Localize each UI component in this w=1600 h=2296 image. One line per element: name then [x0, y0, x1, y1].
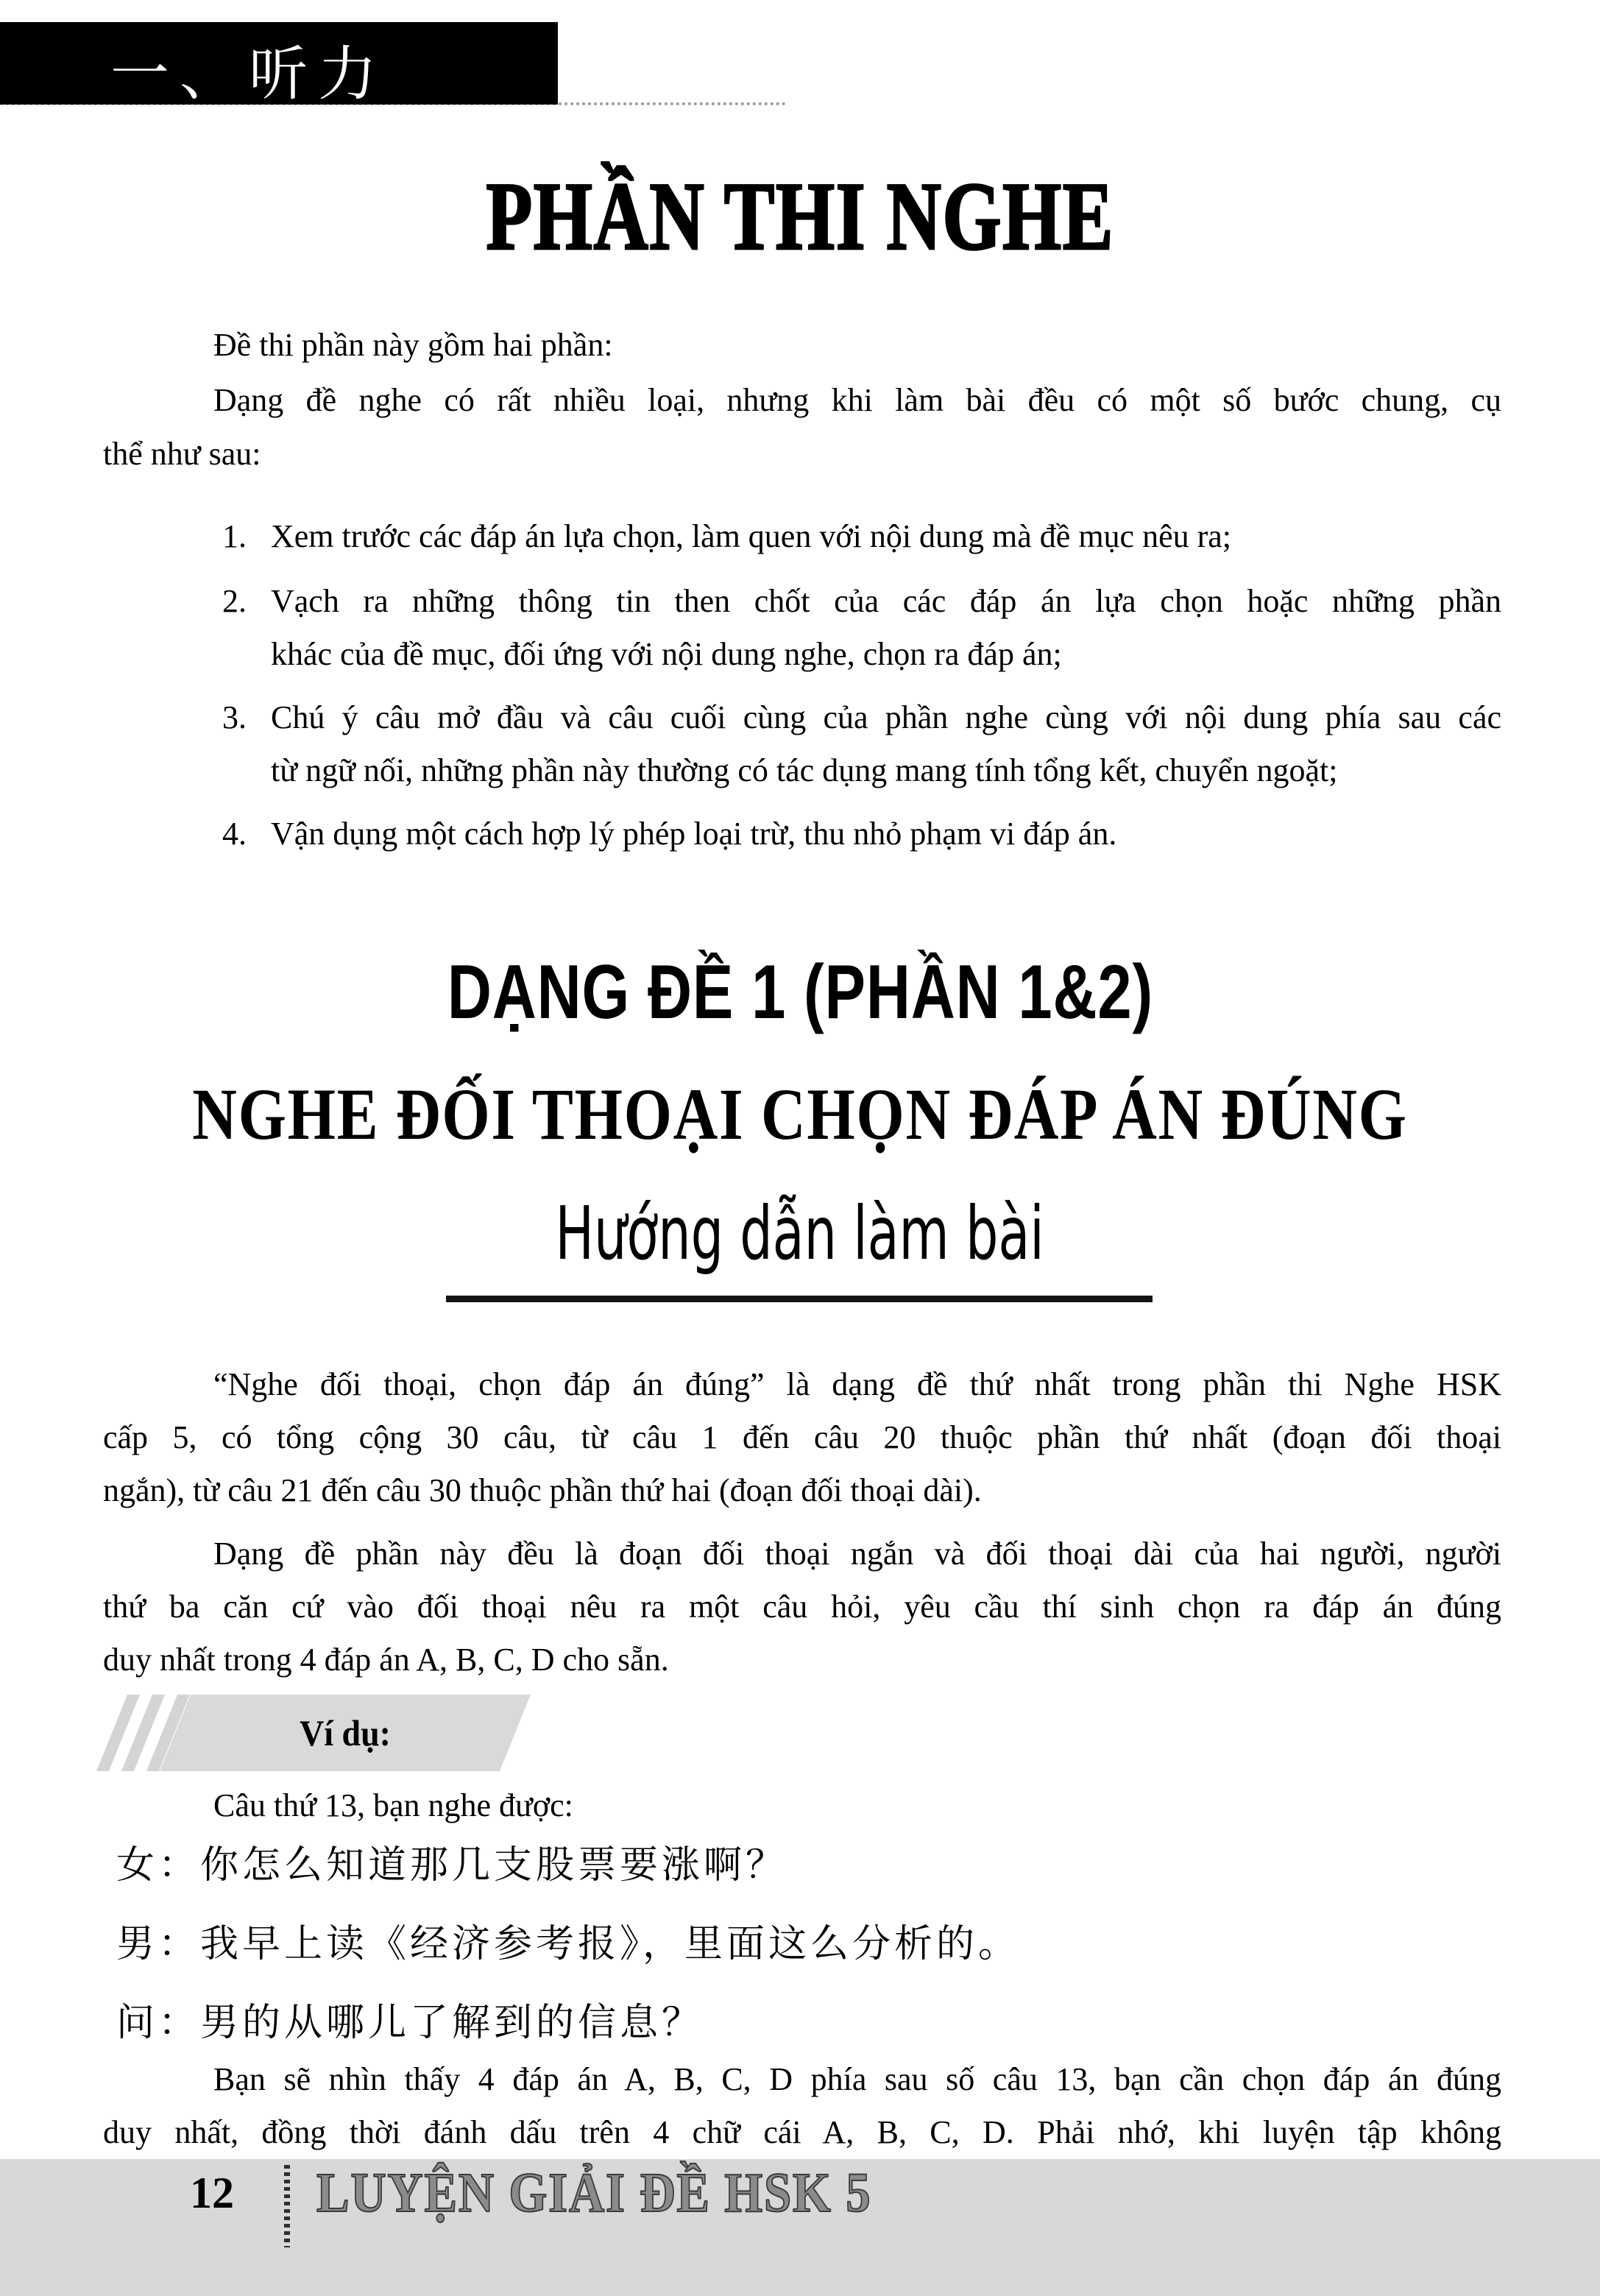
step-number: 2. — [222, 583, 247, 619]
step-line: Xem trước các đáp án lựa chọn, làm quen với nội dung mà đề mục nêu ra; — [271, 518, 1232, 554]
guide-paragraph-line: duy nhất trong 4 đáp án A, B, C, D cho sẵn. — [103, 1642, 669, 1678]
paragraph-line: Dạng đề nghe có rất nhiều loại, nhưng khi làm bài đều có một số bước chung, cụ — [213, 382, 1501, 418]
example-badge — [160, 1695, 531, 1771]
step-number: 1. — [222, 518, 247, 554]
note-line: duy nhất, đồng thời đánh dấu trên 4 chữ cái A, B, C, D. Phải nhớ, khi luyện tập không — [103, 2114, 1501, 2150]
example-label: Ví dụ: — [300, 1712, 391, 1753]
dialogue-line-hoi: 问：男的从哪儿了解到的信息？ — [116, 2002, 704, 2044]
paragraph-line: thể như sau: — [103, 436, 261, 472]
step-line: từ ngữ nối, những phần này thường có tác dụng mang tính tổng kết, chuyển ngoặt; — [271, 752, 1338, 788]
page-number: 12 — [190, 2169, 234, 2217]
dialogue-line-nam: 男：我早上读《经济参考报》，里面这么分析的。 — [116, 1924, 1021, 1965]
book-title: LUYỆN GIẢI ĐỀ HSK 5 — [316, 2162, 872, 2224]
guide-paragraph-line: ngắn), từ câu 21 đến câu 30 thuộc phần thứ hai (đoạn đối thoại dài). — [103, 1472, 982, 1508]
step-number: 4. — [222, 816, 247, 852]
heading-nghe-doi-thoai: NGHE ĐỐI THOẠI CHỌN ĐÁP ÁN ĐÚNG — [192, 1073, 1408, 1155]
subheading-huong-dan: Hướng dẫn làm bài — [555, 1190, 1045, 1276]
subheading-underline — [446, 1296, 1153, 1302]
intro-line: Đề thi phần này gồm hai phần: — [213, 327, 613, 363]
step-line: Vạch ra những thông tin then chốt của các đáp án lựa chọn hoặc những phần — [271, 583, 1501, 619]
step-number: 3. — [222, 699, 247, 735]
page-title: PHẦN THI NGHE — [486, 162, 1114, 270]
example-intro: Câu thứ 13, bạn nghe được: — [213, 1787, 573, 1823]
dialogue-line-nu: 女：你怎么知道那几支股票要涨啊？ — [116, 1845, 788, 1887]
guide-paragraph-line: Dạng đề phần này đều là đoạn đối thoại ngắn và đối thoại dài của hai người, người — [213, 1536, 1501, 1572]
step-line: khác của đề mục, đối ứng với nội dung nghe, chọn ra đáp án; — [271, 636, 1062, 672]
section-label: 一、听力 — [110, 43, 387, 107]
step-line: Vận dụng một cách hợp lý phép loại trừ, thu nhỏ phạm vi đáp án. — [271, 816, 1117, 852]
header-bar — [0, 22, 558, 105]
note-line: Bạn sẽ nhìn thấy 4 đáp án A, B, C, D phía sau số câu 13, bạn cần chọn đáp án đúng — [213, 2061, 1501, 2097]
footer-bar — [0, 2159, 1600, 2296]
step-line: Chú ý câu mở đầu và câu cuối cùng của phần nghe cùng với nội dung phía sau các — [271, 699, 1501, 735]
footer-divider — [284, 2165, 290, 2247]
heading-dang-de: DẠNG ĐỀ 1 (PHẦN 1&2) — [447, 950, 1153, 1035]
guide-paragraph-line: “Nghe đối thoại, chọn đáp án đúng” là dạng đề thứ nhất trong phần thi Nghe HSK — [213, 1366, 1501, 1402]
guide-paragraph-line: thứ ba căn cứ vào đối thoại nêu ra một câu hỏi, yêu cầu thí sinh chọn ra đáp án đúng — [103, 1589, 1501, 1625]
guide-paragraph-line: cấp 5, có tổng cộng 30 câu, từ câu 1 đến câu 20 thuộc phần thứ nhất (đoạn đối thoại — [103, 1419, 1501, 1455]
